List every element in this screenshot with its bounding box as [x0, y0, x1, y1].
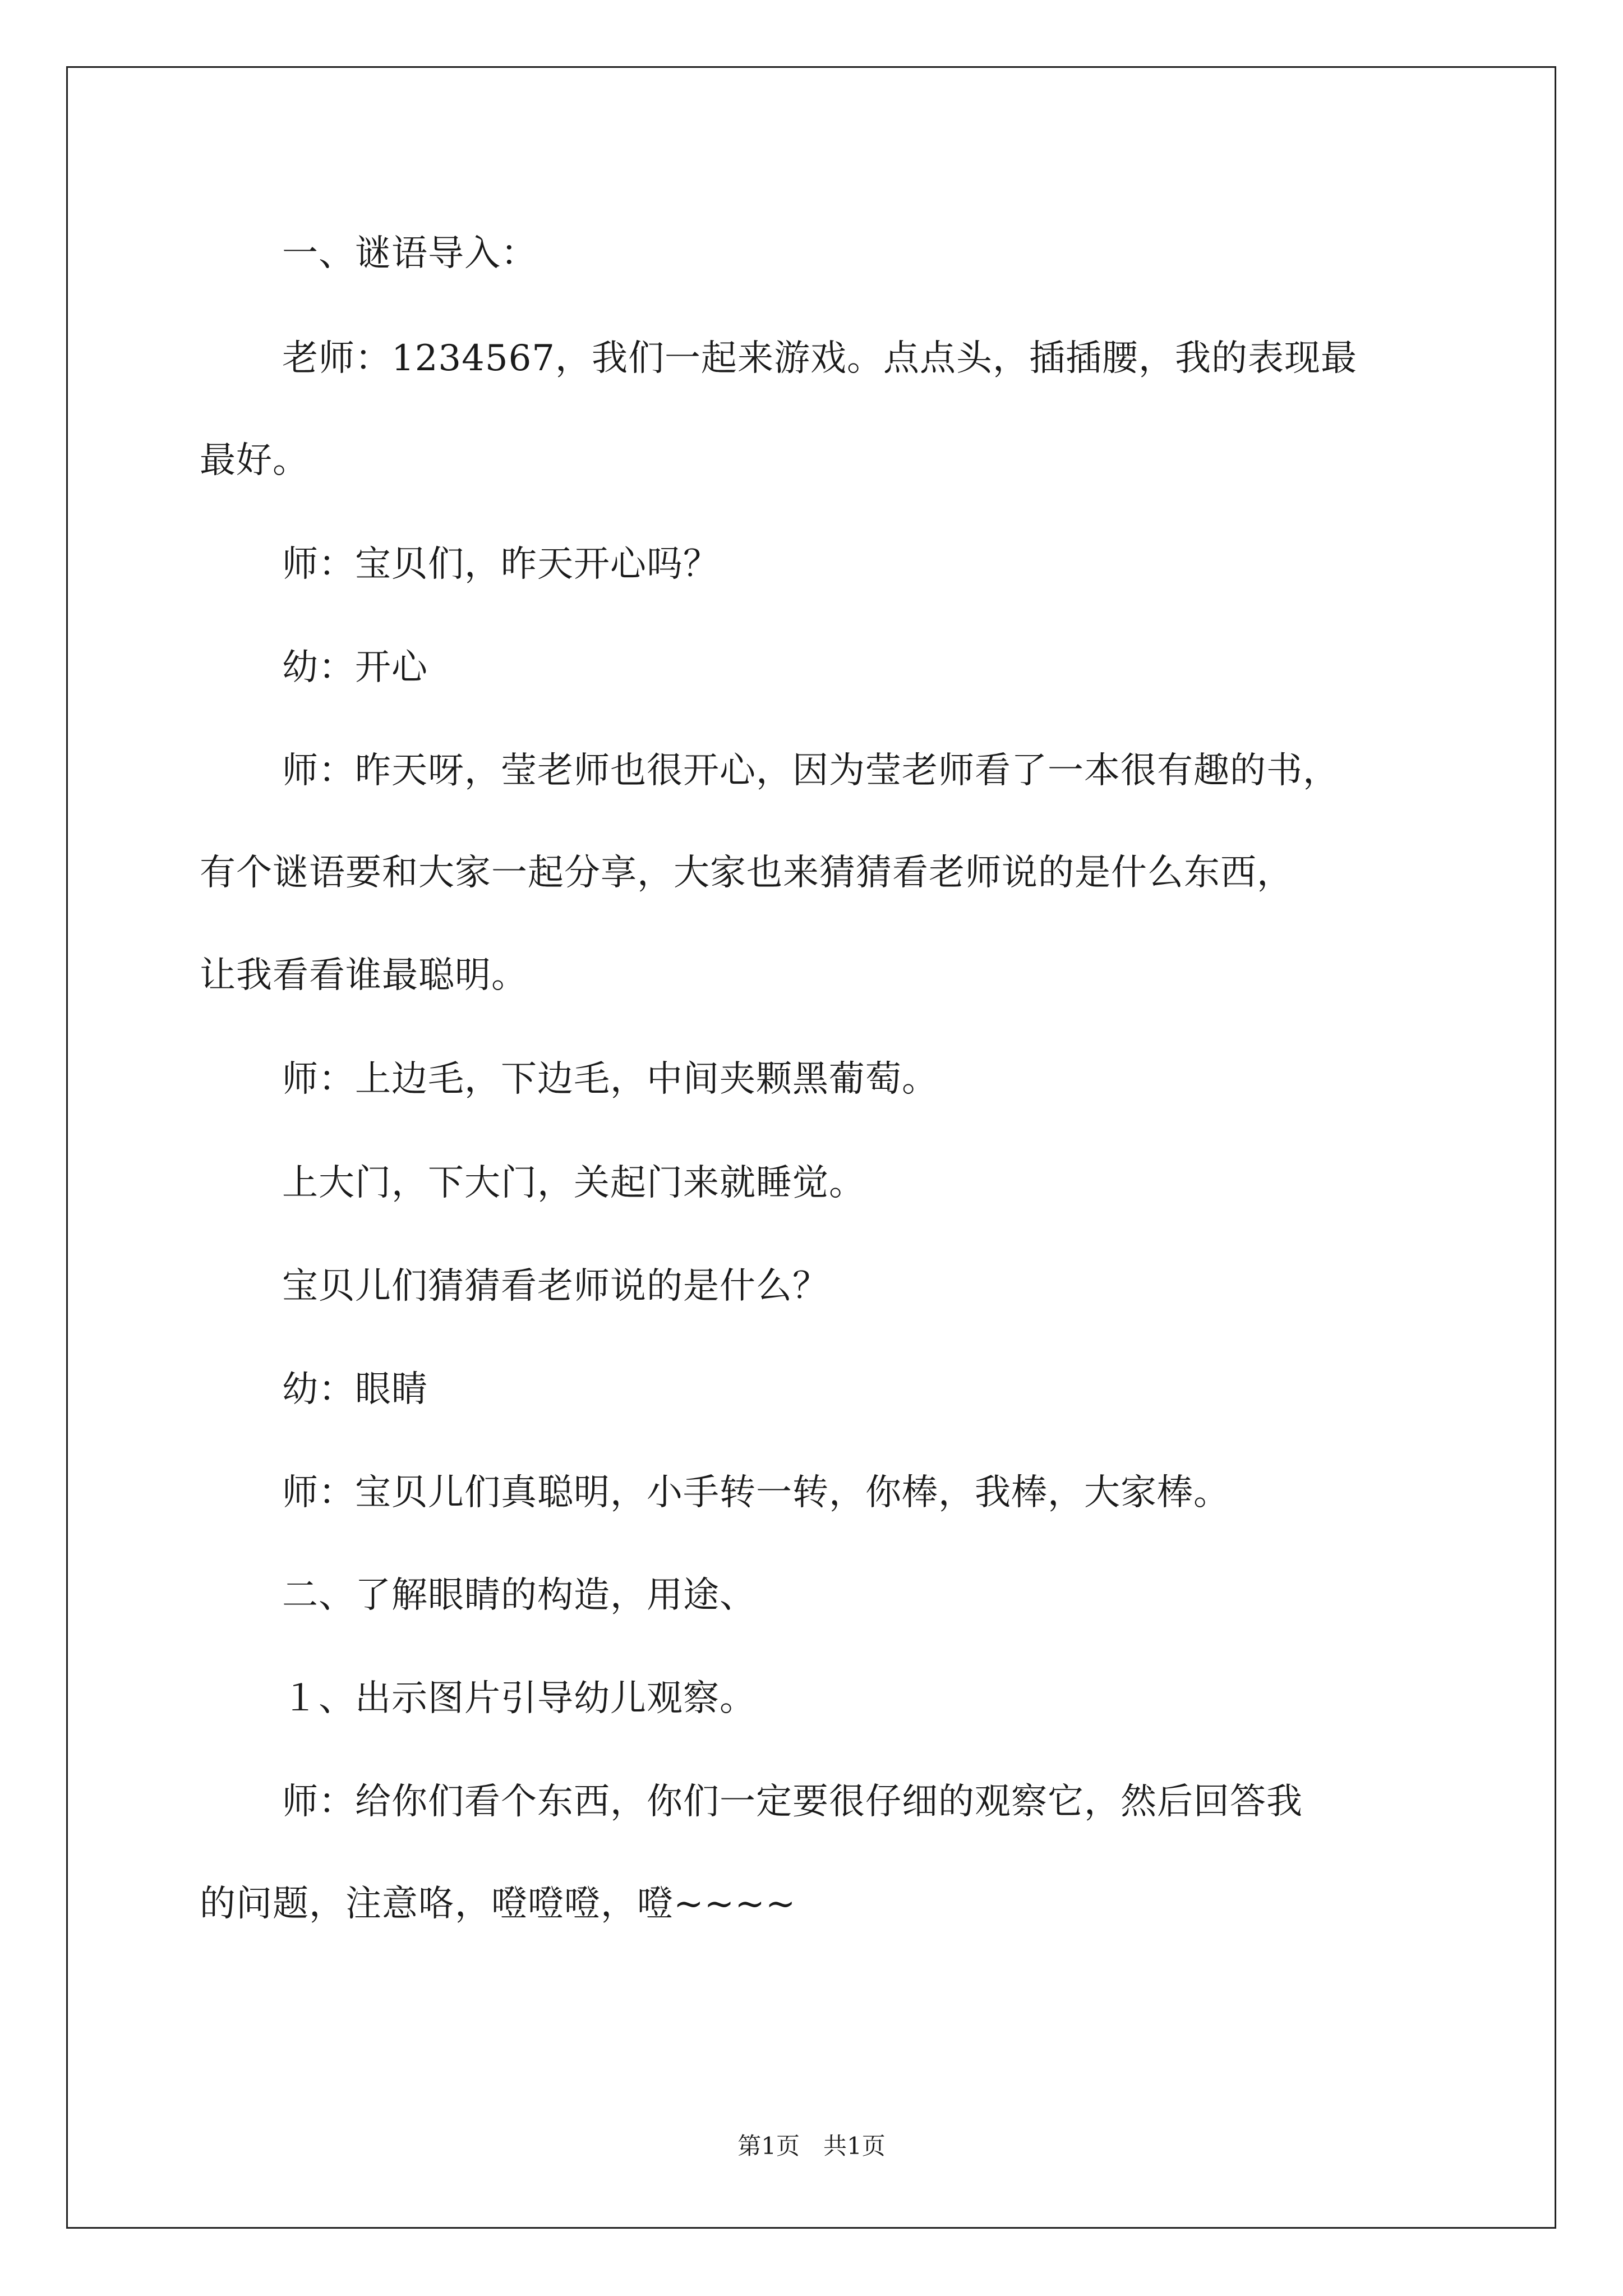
- paragraph-line: 老师：1234567，我们一起来游戏。点点头，插插腰，我的表现最: [282, 338, 1358, 379]
- paragraph-line: 师：宝贝们，昨天开心吗？: [282, 544, 720, 585]
- paragraph-line: 师：昨天呀，莹老师也很开心，因为莹老师看了一本很有趣的书，: [282, 750, 1339, 792]
- page-footer: 第1页 共1页: [737, 2132, 886, 2160]
- paragraph-line: 有个谜语要和大家一起分享，大家也来猜猜看老师说的是什么东西，: [200, 852, 1293, 894]
- paragraph-line: 最好。: [200, 440, 309, 481]
- paragraph-line: 师：宝贝儿们真聪明，小手转一转，你棒，我棒，大家棒。: [282, 1472, 1230, 1513]
- paragraph-line: 幼：开心: [282, 647, 428, 688]
- paragraph-line: 师：给你们看个东西，你们一定要很仔细的观察它，然后回答我: [282, 1781, 1303, 1823]
- paragraph-line: 幼：眼睛: [282, 1369, 428, 1410]
- paragraph-line: 的问题，注意咯，噔噔噔，噔~~~~: [200, 1883, 796, 1925]
- paragraph-line: 宝贝儿们猜猜看老师说的是什么？: [282, 1266, 829, 1307]
- paragraph-line: １、出示图片引导幼儿观察。: [282, 1678, 756, 1719]
- paragraph-heading-2: 二、了解眼睛的构造，用途、: [282, 1575, 756, 1616]
- paragraph-line: 师：上边毛，下边毛，中间夹颗黑葡萄。: [282, 1059, 938, 1100]
- paragraph-line: 上大门，下大门，关起门来就睡觉。: [282, 1162, 865, 1204]
- paragraph-line: 让我看看谁最聪明。: [200, 955, 528, 996]
- paragraph-heading-1: 一、谜语导入：: [282, 233, 537, 274]
